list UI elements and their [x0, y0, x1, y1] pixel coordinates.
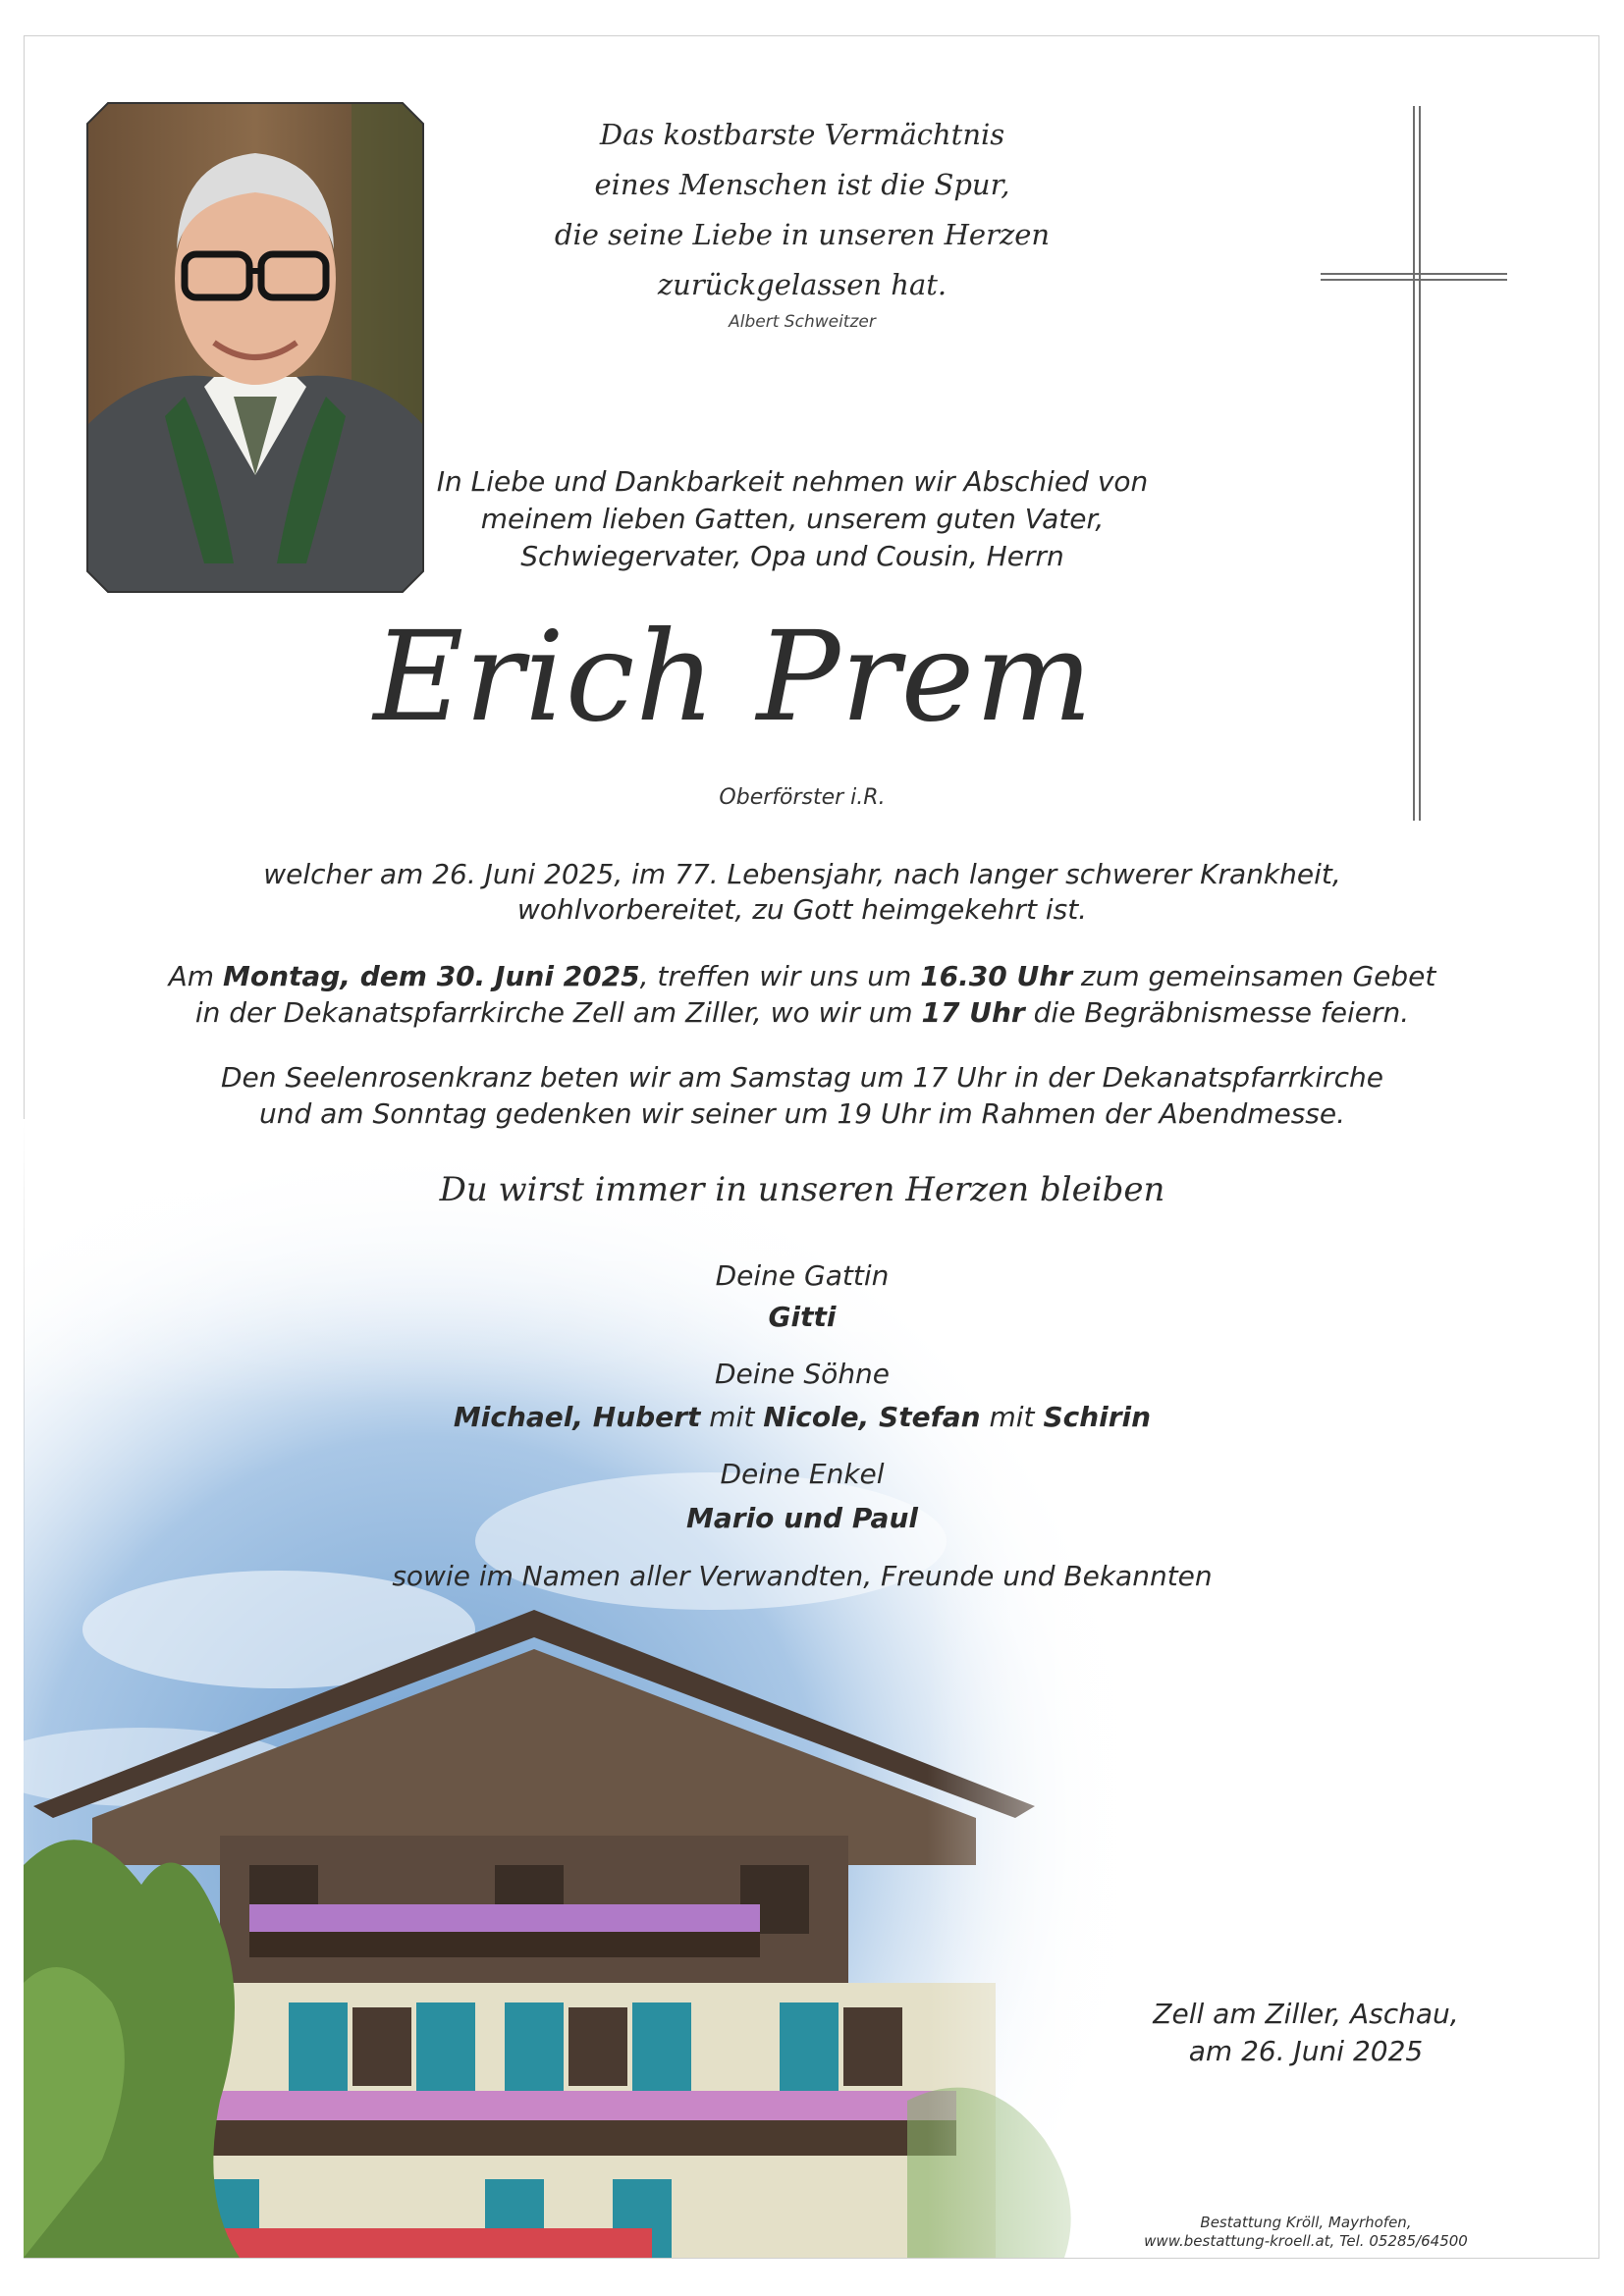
quote	[0, 110, 1614, 310]
son-name: Michael, Hubert	[453, 1401, 701, 1433]
rosary-info	[0, 1059, 1614, 1132]
connector-text: mit	[700, 1401, 764, 1433]
funeral-line-2	[0, 994, 1614, 1031]
undertaker-name: Bestattung Kröll, Mayrhofen,	[1200, 2214, 1412, 2231]
death-notice	[0, 857, 1614, 928]
grandchildren-label: Deine Enkel	[720, 1458, 885, 1490]
daughter-in-law-name: Schirin	[1043, 1401, 1152, 1433]
funeral-date: Montag, dem 30. Juni 2025	[223, 960, 640, 992]
sons-label: Deine Söhne	[714, 1358, 891, 1390]
place-date	[1119, 1996, 1492, 2070]
undertaker-contact: www.bestattung-kroell.at, Tel. 05285/64500	[1144, 2232, 1468, 2250]
quote-line: die seine Liebe in unseren Herzen	[554, 218, 1051, 251]
intro-line: In Liebe und Dankbarkeit nehmen wir Abschied von	[436, 465, 1149, 498]
death-notice-line: wohlvorbereitet, zu Gott heimgekehrt ist.	[516, 893, 1088, 926]
deceased-name: Erich Prem	[373, 605, 1094, 749]
funeral-time: 16.30 Uhr	[920, 960, 1072, 992]
quote-line: Das kostbarste Vermächtnis	[599, 118, 1005, 151]
funeral-text: zum gemeinsamen Gebet	[1072, 960, 1436, 992]
funeral-line-1	[0, 958, 1614, 994]
wife-label: Deine Gattin	[715, 1259, 890, 1292]
intro-line: Schwiegervater, Opa und Cousin, Herrn	[520, 540, 1064, 572]
place: Zell am Ziller, Aschau,	[1153, 1998, 1459, 2030]
connector-text: mit	[980, 1401, 1044, 1433]
undertaker-info	[1080, 2214, 1532, 2251]
funeral-text: , treffen wir uns um	[639, 960, 921, 992]
mass-time: 17 Uhr	[921, 996, 1025, 1029]
quote-line: eines Menschen ist die Spur,	[594, 168, 1010, 201]
intro-line: meinem lieben Gatten, unserem guten Vater,	[480, 503, 1105, 535]
rosary-line: und am Sonntag gedenken wir seiner um 19 Uhr im Rahmen der Abendmesse.	[258, 1097, 1346, 1130]
funeral-text: Am	[168, 960, 223, 992]
quote-line: zurückgelassen hat.	[657, 268, 947, 301]
funeral-info	[0, 958, 1614, 1031]
intro-text	[0, 463, 1604, 575]
quote-author: Albert Schweitzer	[729, 312, 876, 332]
motto: Du wirst immer in unseren Herzen bleiben	[439, 1170, 1165, 1209]
funeral-text: in der Dekanatspfarrkirche Zell am Ziller, wo wir um	[194, 996, 922, 1029]
funeral-text: die Begräbnismesse feiern.	[1024, 996, 1410, 1029]
rosary-line: Den Seelenrosenkranz beten wir am Samstag um 17 Uhr in der Dekanatspfarrkirche	[221, 1061, 1383, 1094]
date: am 26. Juni 2025	[1188, 2035, 1424, 2067]
others-text: sowie im Namen aller Verwandten, Freunde und Bekannten	[392, 1560, 1213, 1592]
sons-names	[0, 1401, 1614, 1433]
grandchildren-names: Mario und Paul	[686, 1502, 918, 1534]
death-notice-line: welcher am 26. Juni 2025, im 77. Lebensjahr, nach langer schwerer Krankheit,	[263, 858, 1341, 890]
son-name: Nicole, Stefan	[763, 1401, 981, 1433]
deceased-title: Oberförster i.R.	[719, 785, 886, 810]
wife-name: Gitti	[768, 1301, 837, 1333]
